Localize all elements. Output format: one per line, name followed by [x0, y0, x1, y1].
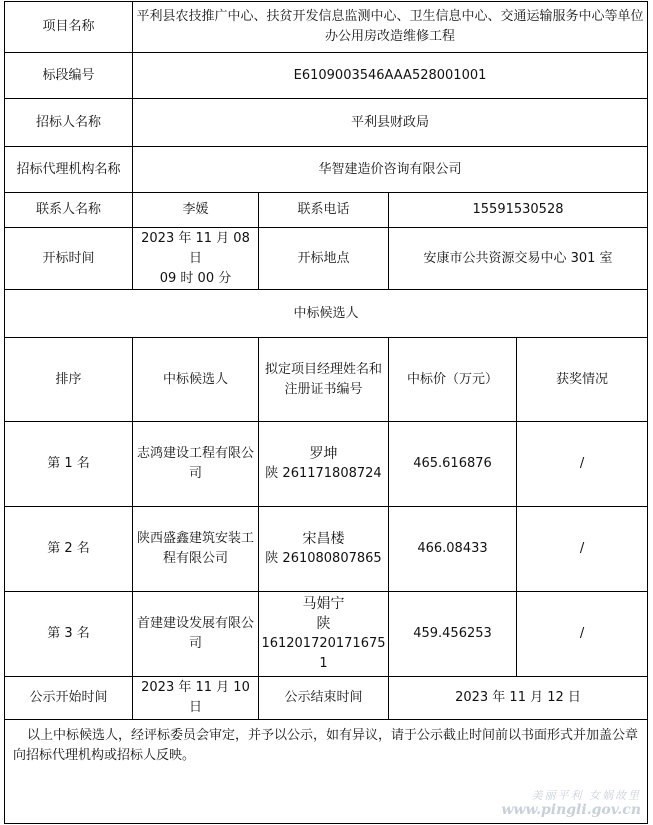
publicity-end-value: 2023 年 11 月 12 日	[389, 677, 648, 720]
opening-row	[5, 228, 648, 290]
table-row	[5, 592, 648, 677]
col-manager: 拟定项目经理姓名和注册证书编号	[259, 338, 389, 422]
project-value: 平利县农技推广中心、扶贫开发信息监测中心、卫生信息中心、交通运输服务中心等单位办公用房改造维修工程	[133, 2, 648, 53]
candidate-company: 首建建设发展有限公司	[133, 592, 259, 677]
agency-label: 招标代理机构名称	[5, 147, 133, 193]
site-watermark	[501, 789, 641, 817]
contact-phone-label: 联系电话	[259, 193, 389, 228]
candidates-header: 中标候选人	[5, 290, 648, 338]
manager-cert-prefix: 陕	[316, 616, 331, 632]
candidate-manager	[259, 592, 389, 677]
candidate-manager	[259, 507, 389, 592]
watermark-slogan: 美丽平利 女娲故里	[531, 789, 641, 802]
candidate-price: 459.456253	[389, 592, 517, 677]
section-label: 标段编号	[5, 53, 133, 99]
opening-hour: 09 时 00 分	[159, 270, 232, 286]
tenderer-row	[5, 99, 648, 147]
tenderer-label: 招标人名称	[5, 99, 133, 147]
candidates-column-row	[5, 338, 648, 422]
manager-name: 宋昌楼	[302, 531, 345, 547]
section-row	[5, 53, 648, 99]
col-company: 中标候选人	[133, 338, 259, 422]
col-award: 获奖情况	[517, 338, 648, 422]
candidate-company: 志鸿建设工程有限公司	[133, 422, 259, 507]
col-rank: 排序	[5, 338, 133, 422]
contact-phone-value: 15591530528	[389, 193, 648, 228]
table-row	[5, 422, 648, 507]
opening-place-value: 安康市公共资源交易中心 301 室	[389, 228, 648, 290]
opening-date: 2023 年 11 月 08 日	[141, 230, 250, 266]
publicity-start-label: 公示开始时间	[5, 677, 133, 720]
manager-cert: 陕 261080807865	[265, 551, 382, 566]
candidates-header-row	[5, 290, 648, 338]
candidate-rank: 第 3 名	[5, 592, 133, 677]
publicity-end-label: 公示结束时间	[259, 677, 389, 720]
candidate-rank: 第 1 名	[5, 422, 133, 507]
footer-note-text: 以上中标候选人，经评标委员会审定，并予以公示，如有异议，请于公示截止时间前以书面形式并加盖公章向招标代理机构或招标人反映。	[13, 728, 639, 763]
bid-result-table	[4, 1, 648, 824]
tenderer-value: 平利县财政局	[133, 99, 648, 147]
opening-time-value	[133, 228, 259, 290]
manager-name: 罗坤	[309, 446, 338, 462]
contact-row	[5, 193, 648, 228]
opening-place-label: 开标地点	[259, 228, 389, 290]
candidate-award: /	[517, 507, 648, 592]
contact-name-label: 联系人名称	[5, 193, 133, 228]
manager-cert: 陕 261171808724	[265, 466, 382, 481]
publicity-start-value: 2023 年 11 月 10 日	[133, 677, 259, 720]
watermark-url: www.pingli.gov.cn	[501, 802, 641, 818]
manager-cert: 1612017201716751	[261, 636, 386, 671]
candidate-award: /	[517, 422, 648, 507]
contact-name-value: 李媛	[133, 193, 259, 228]
candidate-manager	[259, 422, 389, 507]
manager-name: 马娟宁	[302, 596, 345, 612]
candidate-price: 466.08433	[389, 507, 517, 592]
candidate-rank: 第 2 名	[5, 507, 133, 592]
publicity-row	[5, 677, 648, 720]
col-price: 中标价（万元）	[389, 338, 517, 422]
agency-value: 华智建造价咨询有限公司	[133, 147, 648, 193]
agency-row	[5, 147, 648, 193]
candidate-award: /	[517, 592, 648, 677]
candidate-price: 465.616876	[389, 422, 517, 507]
section-value: E6109003546AAA528001001	[133, 53, 648, 99]
project-label: 项目名称	[5, 2, 133, 53]
table-row	[5, 507, 648, 592]
candidate-company: 陕西盛鑫建筑安装工程有限公司	[133, 507, 259, 592]
project-row	[5, 2, 648, 53]
opening-time-label: 开标时间	[5, 228, 133, 290]
